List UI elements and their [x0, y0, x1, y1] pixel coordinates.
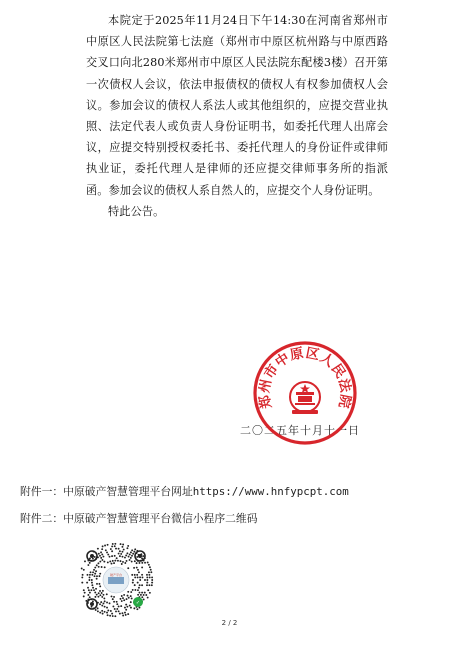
mini-program-code-icon — [78, 542, 154, 618]
qr-center-label: 破产平台 — [109, 573, 123, 577]
attachment-1-website[interactable]: 附件一：中原破产智慧管理平台网址https://www.hnfypcpt.com — [20, 485, 349, 498]
notice-paragraph-1: 本院定于2025年11月24日下午14:30在河南省郑州市中原区人民法院第七法庭（郑州市中原区杭州路与中原西路交叉口向北280米郑州市中原区人民法院东配楼3楼）召开第一次债权人会议，依法申报债权的债权人有权参加债权人会议。参加会议的债权人系法人或其他组织的，应提交营业执照、法定代表人或负责人身份证明书，如委托代理人出席会议，应提交特别授权委托书、委托代理人的身份证件或律师执业证，委托代理人是律师的还应提交律师事务所的指派函。参加会议的债权人系自然人的，应提交个人身份证明。 — [86, 14, 388, 197]
notice-paragraph-2: 特此公告。 — [108, 204, 165, 218]
page-number: 2 / 2 — [221, 619, 238, 627]
attachment-2-miniprogram: 附件二：中原破产智慧管理平台微信小程序二维码 — [20, 512, 258, 525]
svg-text:✓: ✓ — [135, 600, 141, 606]
notice-date: 二〇二五年十月十一日 — [240, 424, 360, 437]
national-emblem-icon — [290, 382, 320, 414]
notice-body — [86, 10, 388, 222]
wechat-mini-program-code — [78, 542, 154, 618]
court-seal — [252, 340, 358, 446]
seal-text: 郑州市中原区人民法院 — [256, 345, 354, 410]
platform-logo-icon — [108, 577, 124, 584]
